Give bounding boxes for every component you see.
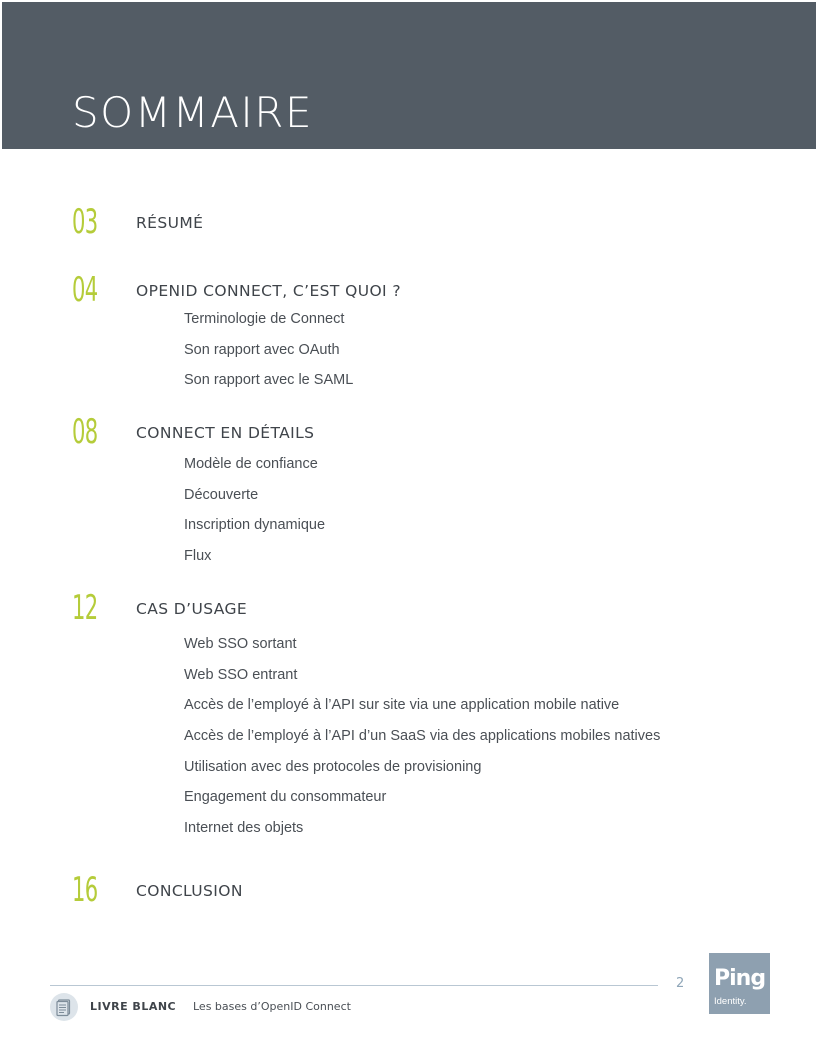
subsection-item[interactable]: Internet des objets — [184, 820, 304, 837]
footer-doc-title: Les bases d’OpenID Connect — [193, 1000, 351, 1013]
subsection-item[interactable]: Accès de l’employé à l’API sur site via une application mobile native — [184, 697, 620, 714]
section-number: 03 — [72, 202, 98, 242]
page-title: SOMMAIRE — [72, 88, 314, 137]
subsection-item[interactable]: Accès de l’employé à l’API d’un SaaS via des applications mobiles natives — [184, 728, 661, 745]
subsection-item[interactable]: Terminologie de Connect — [184, 311, 345, 327]
subsection-item[interactable]: Son rapport avec OAuth — [184, 341, 340, 358]
section-title[interactable]: RÉSUMÉ — [136, 214, 204, 232]
subsection-item[interactable]: Engagement du consommateur — [184, 789, 387, 806]
footer-divider — [50, 985, 658, 986]
section-title[interactable]: CONNECT EN DÉTAILS — [136, 424, 315, 442]
subsection-item[interactable]: Découverte — [184, 486, 259, 503]
logo-subtext: Identity. — [714, 996, 747, 1007]
logo-wordmark: Ping — [714, 966, 766, 991]
section-number: 16 — [72, 870, 98, 910]
section-number: 04 — [72, 270, 98, 310]
header-banner — [2, 2, 816, 149]
subsection-item[interactable]: Web SSO sortant — [184, 636, 297, 652]
section-number: 08 — [72, 412, 98, 452]
subsection-list — [184, 454, 325, 577]
subsection-item[interactable]: Modèle de confiance — [184, 456, 318, 472]
footer-label: LIVRE BLANC — [90, 1000, 177, 1013]
subsection-item[interactable]: Flux — [184, 548, 212, 565]
ping-identity-logo — [709, 953, 770, 1014]
section-title[interactable]: CAS D’USAGE — [136, 600, 248, 618]
page-number: 2 — [676, 976, 685, 991]
subsection-item[interactable]: Utilisation avec des protocoles de provisioning — [184, 758, 482, 775]
section-title[interactable]: OPENID CONNECT, C’EST QUOI ? — [136, 282, 401, 300]
section-title[interactable]: CONCLUSION — [136, 882, 243, 900]
subsection-list — [184, 634, 660, 849]
subsection-item[interactable]: Son rapport avec le SAML — [184, 372, 354, 389]
document-icon — [50, 993, 78, 1021]
subsection-item[interactable]: Web SSO entrant — [184, 666, 298, 683]
subsection-item[interactable]: Inscription dynamique — [184, 517, 326, 534]
subsection-list — [184, 309, 353, 401]
section-number: 12 — [72, 588, 98, 628]
